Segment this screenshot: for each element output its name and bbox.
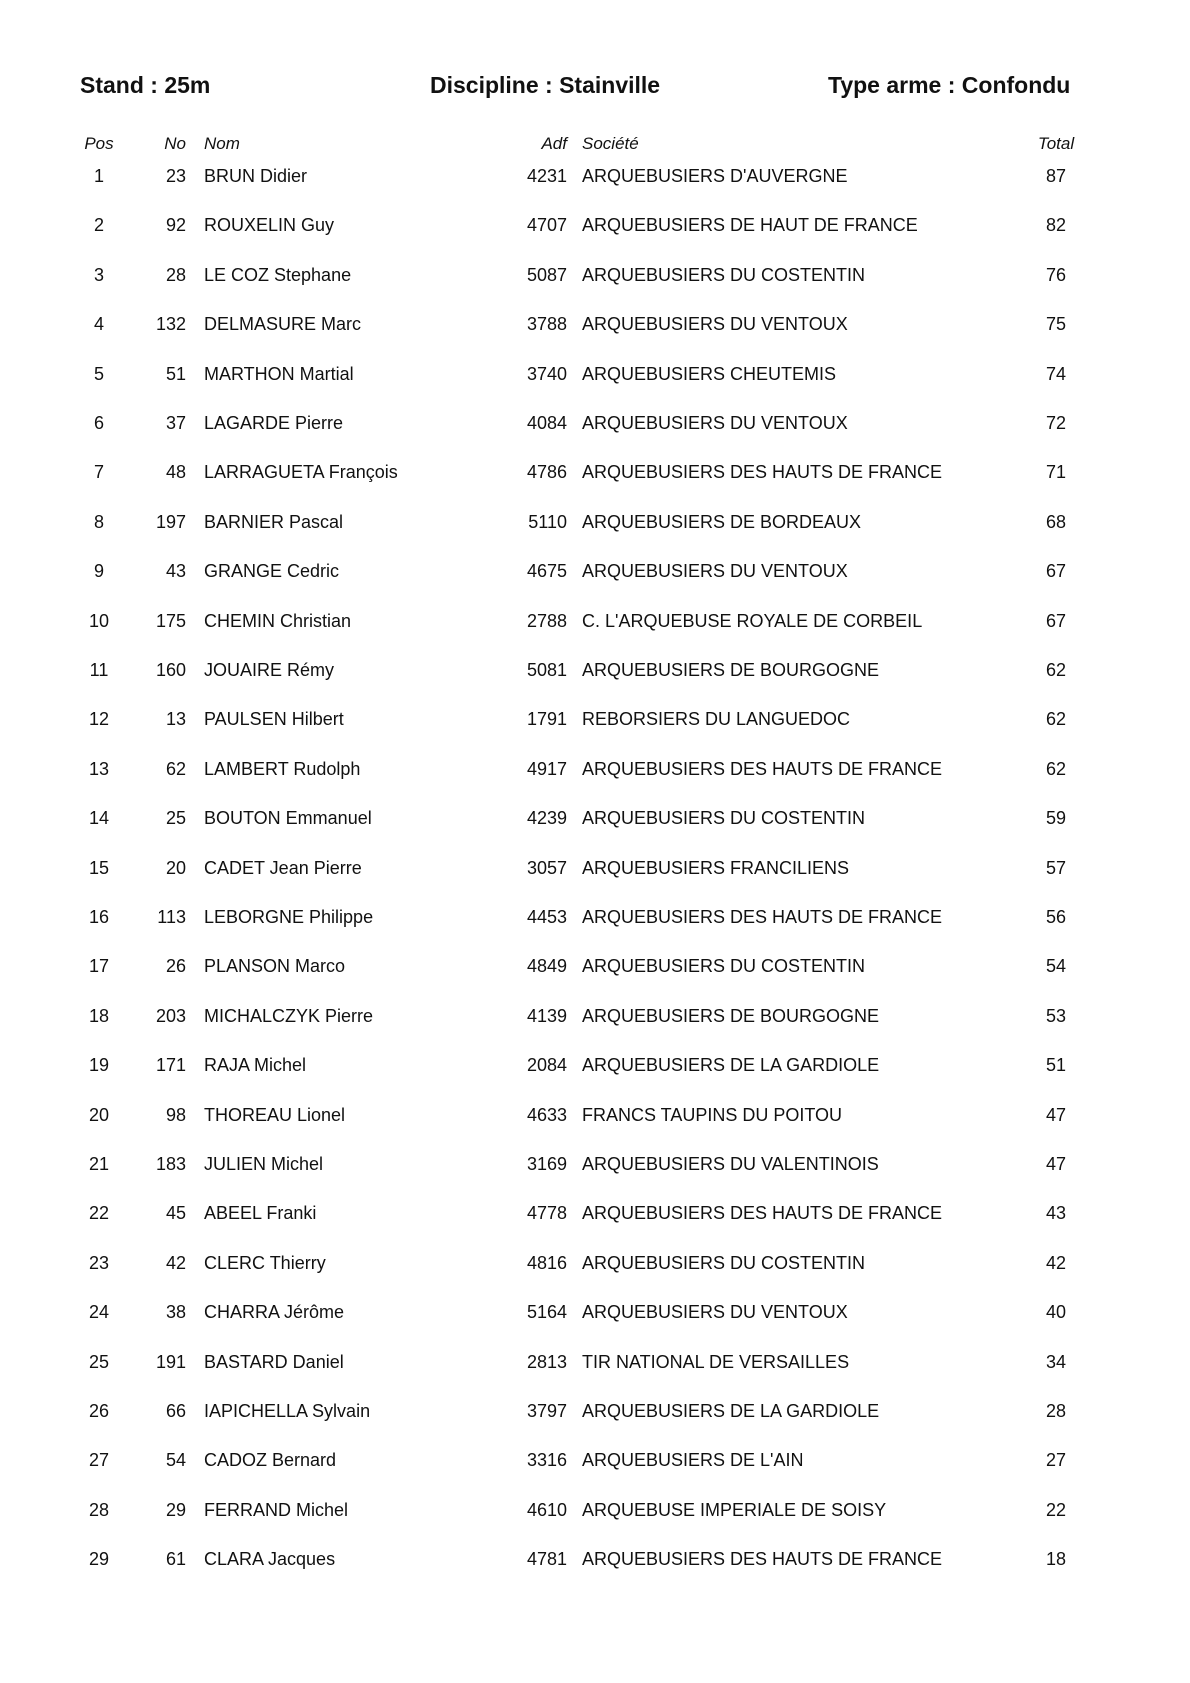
cell-pos: 17 [88,956,110,977]
cell-no: 51 [165,363,186,384]
cell-total: 82 [1045,215,1067,236]
cell-no: 13 [165,709,186,730]
cell-total: 43 [1045,1203,1067,1224]
cell-total: 27 [1045,1450,1067,1471]
cell-total: 76 [1045,264,1067,285]
cell-no: 191 [155,1351,186,1372]
cell-societe: TIR NATIONAL DE VERSAILLES [582,1351,850,1372]
cell-societe: FRANCS TAUPINS DU POITOU [582,1104,843,1125]
cell-no: 28 [165,264,186,285]
cell-pos: 29 [88,1549,110,1570]
cell-societe: ARQUEBUSIERS DE LA GARDIOLE [582,1401,880,1421]
cell-pos: 16 [88,907,110,927]
cell-adf: 2813 [526,1351,567,1372]
cell-nom: CADOZ Bernard [204,1450,337,1471]
cell-adf: 4139 [526,1005,567,1026]
cell-pos: 10 [88,610,110,631]
cell-pos: 26 [88,1401,110,1421]
cell-societe: ARQUEBUSIERS DU VENTOUX [582,413,848,433]
cell-societe: ARQUEBUSIERS D'AUVERGNE [582,166,848,186]
cell-no: 183 [155,1154,186,1174]
cell-no: 37 [165,413,186,433]
cell-total: 72 [1045,413,1067,433]
cell-pos: 24 [88,1302,110,1323]
cell-nom: LEBORGNE Philippe [204,907,374,927]
cell-societe: ARQUEBUSIERS DU COSTENTIN [582,1252,866,1273]
cell-pos: 6 [93,413,104,433]
cell-pos: 3 [93,264,104,285]
cell-pos: 13 [88,758,110,779]
table-row [0,210,1190,240]
column-header-no: No [164,134,186,153]
cell-nom: JULIEN Michel [204,1154,324,1174]
cell-nom: FERRAND Michel [204,1499,349,1520]
cell-total: 51 [1045,1055,1067,1076]
cell-adf: 4781 [526,1549,567,1570]
cell-adf: 5110 [528,511,567,532]
cell-no: 175 [155,610,186,631]
table-row [0,309,1190,339]
cell-total: 54 [1045,956,1067,977]
cell-pos: 8 [93,511,104,532]
cell-total: 62 [1045,758,1067,779]
cell-total: 47 [1045,1154,1067,1174]
cell-societe: ARQUEBUSIERS DU VENTOUX [582,314,848,335]
table-row [0,951,1190,981]
cell-total: 42 [1045,1252,1067,1273]
cell-total: 59 [1045,808,1067,829]
cell-nom: THOREAU Lionel [204,1104,346,1125]
cell-no: 197 [155,511,186,532]
cell-total: 75 [1045,314,1067,335]
table-row [0,1050,1190,1080]
cell-nom: CLARA Jacques [204,1549,336,1570]
cell-no: 42 [165,1252,186,1273]
cell-total: 74 [1045,363,1067,384]
cell-no: 203 [155,1005,186,1026]
cell-societe: ARQUEBUSIERS FRANCILIENS [582,857,850,878]
table-row [0,1001,1190,1031]
cell-societe: ARQUEBUSIERS DE L'AIN [582,1450,804,1471]
cell-total: 62 [1045,660,1067,680]
cell-adf: 5164 [526,1302,567,1323]
cell-adf: 3316 [526,1450,567,1471]
cell-total: 87 [1045,166,1067,186]
cell-no: 26 [165,956,186,977]
cell-pos: 14 [88,808,110,829]
cell-pos: 12 [88,709,110,730]
table-row [0,1198,1190,1228]
cell-no: 48 [165,462,186,483]
cell-pos: 5 [93,363,104,384]
cell-adf: 4453 [526,907,567,927]
cell-societe: ARQUEBUSIERS DU COSTENTIN [582,264,866,285]
cell-adf: 3740 [526,363,567,384]
cell-no: 38 [165,1302,186,1323]
cell-societe: ARQUEBUSE IMPERIALE DE SOISY [582,1499,887,1520]
cell-adf: 4633 [526,1104,567,1125]
table-row [0,1100,1190,1130]
cell-no: 20 [165,857,186,878]
cell-pos: 18 [88,1005,110,1026]
table-row [0,655,1190,685]
column-header-total: Total [1037,134,1075,153]
cell-pos: 11 [89,660,109,680]
cell-adf: 2788 [526,610,567,631]
cell-pos: 4 [93,314,104,335]
table-row [0,359,1190,389]
cell-adf: 4707 [526,215,567,236]
cell-nom: BOUTON Emmanuel [204,808,372,829]
cell-total: 71 [1045,462,1067,483]
cell-nom: JOUAIRE Rémy [204,660,335,680]
table-row [0,556,1190,586]
table-row [0,754,1190,784]
cell-total: 56 [1045,907,1067,927]
cell-adf: 4849 [526,956,567,977]
table-row [0,1445,1190,1475]
cell-adf: 4239 [526,808,567,829]
cell-no: 92 [165,215,186,236]
column-header-pos: Pos [84,134,114,153]
cell-no: 62 [165,758,186,779]
column-header-adf: Adf [541,134,567,153]
cell-pos: 9 [93,561,104,582]
cell-pos: 21 [88,1154,110,1174]
cell-total: 34 [1045,1351,1067,1372]
cell-societe: ARQUEBUSIERS DE BOURGOGNE [582,1005,880,1026]
cell-total: 53 [1045,1005,1067,1026]
cell-no: 45 [165,1203,186,1224]
cell-no: 25 [165,808,186,829]
cell-nom: BARNIER Pascal [204,511,344,532]
cell-no: 23 [165,166,186,186]
cell-nom: MARTHON Martial [204,363,354,384]
cell-nom: BRUN Didier [204,166,308,186]
table-row [0,1347,1190,1377]
cell-adf: 4231 [526,166,567,186]
table-row [0,1544,1190,1574]
cell-adf: 4675 [526,561,567,582]
cell-societe: ARQUEBUSIERS CHEUTEMIS [582,363,837,384]
table-row [0,408,1190,438]
discipline-title: Discipline : Stainville [430,72,661,98]
stand-title: Stand : 25m [80,72,211,98]
cell-no: 98 [165,1104,186,1125]
column-header-nom: Nom [204,134,240,153]
cell-total: 47 [1045,1104,1067,1125]
cell-pos: 19 [88,1055,110,1076]
table-row [0,1248,1190,1278]
cell-societe: ARQUEBUSIERS DES HAUTS DE FRANCE [582,462,943,483]
cell-adf: 3797 [526,1401,567,1421]
cell-total: 67 [1045,561,1067,582]
cell-nom: IAPICHELLA Sylvain [204,1401,371,1421]
cell-societe: ARQUEBUSIERS DU COSTENTIN [582,956,866,977]
table-row [0,606,1190,636]
cell-pos: 1 [93,166,104,186]
cell-pos: 28 [88,1499,110,1520]
cell-no: 132 [155,314,186,335]
cell-societe: C. L'ARQUEBUSE ROYALE DE CORBEIL [582,610,923,631]
cell-total: 67 [1045,610,1067,631]
cell-total: 28 [1045,1401,1067,1421]
cell-no: 29 [165,1499,186,1520]
table-row [0,1297,1190,1327]
table-row [0,507,1190,537]
cell-adf: 4917 [526,758,567,779]
weapon-type-title: Type arme : Confondu [828,72,1071,98]
table-row [0,161,1190,191]
cell-nom: LAGARDE Pierre [204,413,344,433]
cell-nom: LARRAGUETA François [204,462,398,483]
cell-nom: MICHALCZYK Pierre [204,1005,374,1026]
cell-pos: 23 [88,1252,110,1273]
table-row [0,457,1190,487]
cell-adf: 4778 [526,1203,567,1224]
cell-adf: 4084 [526,413,567,433]
cell-societe: ARQUEBUSIERS DE HAUT DE FRANCE [582,215,918,236]
cell-adf: 4786 [526,462,567,483]
cell-pos: 20 [88,1104,110,1125]
cell-societe: ARQUEBUSIERS DES HAUTS DE FRANCE [582,758,943,779]
cell-nom: RAJA Michel [204,1055,307,1076]
cell-pos: 7 [93,462,104,483]
cell-societe: ARQUEBUSIERS DES HAUTS DE FRANCE [582,907,943,927]
cell-no: 171 [155,1055,186,1076]
cell-adf: 3788 [526,314,567,335]
cell-no: 43 [165,561,186,582]
table-row [0,1396,1190,1426]
cell-societe: ARQUEBUSIERS DE BORDEAUX [582,511,862,532]
cell-nom: ABEEL Franki [204,1203,317,1224]
cell-nom: PAULSEN Hilbert [204,709,344,730]
cell-adf: 4610 [526,1499,567,1520]
cell-pos: 25 [88,1351,110,1372]
cell-nom: LAMBERT Rudolph [204,758,361,779]
cell-total: 62 [1045,709,1067,730]
cell-adf: 5087 [526,264,567,285]
cell-nom: CADET Jean Pierre [204,857,362,878]
cell-societe: ARQUEBUSIERS DES HAUTS DE FRANCE [582,1549,943,1570]
table-row [0,1149,1190,1179]
cell-nom: DELMASURE Marc [204,314,362,335]
cell-pos: 27 [88,1450,110,1471]
cell-societe: ARQUEBUSIERS DU COSTENTIN [582,808,866,829]
cell-societe: ARQUEBUSIERS DE LA GARDIOLE [582,1055,880,1076]
cell-adf: 5081 [526,660,567,680]
cell-total: 40 [1045,1302,1067,1323]
cell-societe: ARQUEBUSIERS DU VALENTINOIS [582,1154,879,1174]
cell-pos: 2 [93,215,104,236]
cell-nom: GRANGE Cedric [204,561,340,582]
cell-no: 61 [165,1549,186,1570]
cell-nom: PLANSON Marco [204,956,346,977]
cell-societe: REBORSIERS DU LANGUEDOC [582,709,851,730]
cell-adf: 4816 [526,1252,567,1273]
cell-societe: ARQUEBUSIERS DES HAUTS DE FRANCE [582,1203,943,1224]
table-row [0,260,1190,290]
cell-no: 160 [155,660,186,680]
cell-nom: ROUXELIN Guy [204,215,335,236]
cell-societe: ARQUEBUSIERS DU VENTOUX [582,561,848,582]
cell-nom: CHEMIN Christian [204,610,352,631]
table-row [0,704,1190,734]
cell-adf: 3057 [526,857,567,878]
cell-pos: 15 [88,857,110,878]
cell-no: 66 [165,1401,186,1421]
cell-nom: BASTARD Daniel [204,1351,344,1372]
cell-nom: LE COZ Stephane [204,264,352,285]
cell-no: 54 [165,1450,186,1471]
cell-adf: 3169 [526,1154,567,1174]
cell-total: 18 [1045,1549,1067,1570]
cell-adf: 2084 [526,1055,567,1076]
column-header-societe: Société [582,134,639,153]
table-row [0,803,1190,833]
cell-no: 113 [157,907,186,927]
cell-adf: 1791 [526,709,567,730]
table-row [0,902,1190,932]
cell-total: 22 [1045,1499,1067,1520]
cell-societe: ARQUEBUSIERS DU VENTOUX [582,1302,848,1323]
cell-pos: 22 [88,1203,110,1224]
cell-nom: CLERC Thierry [204,1252,326,1273]
cell-societe: ARQUEBUSIERS DE BOURGOGNE [582,660,880,680]
table-row [0,1495,1190,1525]
cell-total: 57 [1045,857,1067,878]
cell-nom: CHARRA Jérôme [204,1302,345,1323]
table-row [0,853,1190,883]
cell-total: 68 [1045,511,1067,532]
